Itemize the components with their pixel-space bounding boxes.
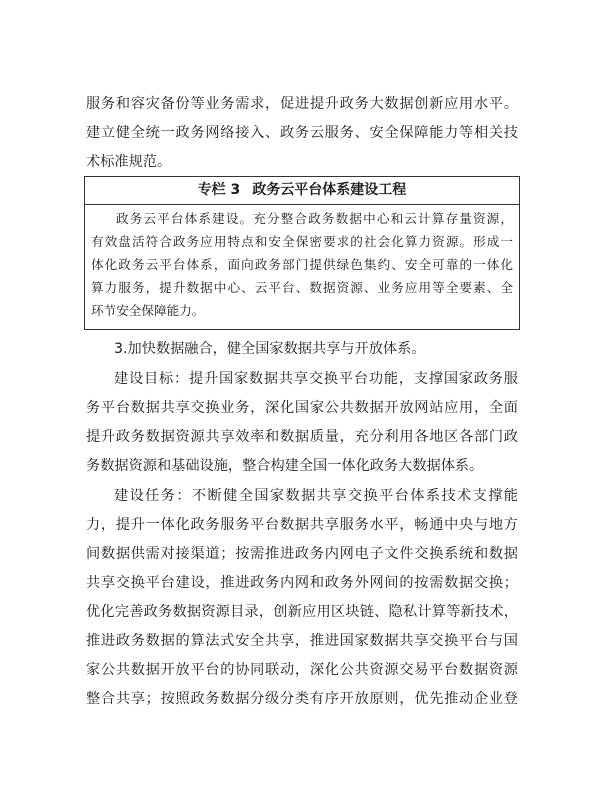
feature-box-label: 专栏 3 [197, 182, 241, 198]
paragraph-line: 建设目标：提升国家数据共享交换平台功能，支撑国家政务服 [114, 371, 518, 387]
feature-box-title [85, 177, 519, 205]
paragraph-line: 优化完善政务数据资源目录，创新应用区块链、隐私计算等新技术， [86, 604, 518, 620]
section-heading: 3.加快数据融合，健全国家数据共享与开放体系。 [114, 341, 426, 357]
box-text-line: 环节安全保障能力。 [91, 303, 205, 318]
paragraph-line: 服务和容灾备份等业务需求，促进提升政务大数据创新应用水平。 [86, 96, 518, 112]
box-text-line: 有效盘活符合政务应用特点和安全保密要求的社会化算力资源。形成一 [91, 234, 513, 249]
paragraph-line: 家公共数据开放平台的协同联动，深化公共资源交易平台数据资源 [86, 662, 518, 678]
feature-box-heading: 政务云平台体系建设工程 [252, 182, 407, 198]
paragraph-line: 务平台数据共享交换业务，深化国家公共数据开放网站应用，全面 [86, 400, 518, 416]
box-text-line: 体化政务云平台体系，面向政务部门提供绿色集约、安全可靠的一体化 [91, 257, 513, 272]
box-text-line: 政务云平台体系建设。充分整合政务数据中心和云计算存量资源， [116, 211, 513, 226]
paragraph-line: 建设任务：不断健全国家数据共享交换平台体系技术支撑能 [114, 488, 518, 504]
paragraph-line: 提升政务数据资源共享效率和数据质量，充分利用各地区各部门政 [86, 429, 518, 445]
paragraph-line: 务数据资源和基础设施，整合构建全国一体化政务大数据体系。 [86, 458, 484, 474]
paragraph-line: 间数据供需对接渠道；按需推进政务内网电子文件交换系统和数据 [86, 546, 518, 562]
paragraph-line: 整合共享；按照政务数据分级分类有序开放原则，优先推动企业登 [86, 691, 518, 707]
paragraph-line: 术标准规范。 [86, 154, 172, 170]
paragraph-line: 共享交换平台建设，推进政务内网和政务外网间的按需数据交换； [86, 575, 518, 591]
paragraph-line: 推进政务数据的算法式安全共享，推进国家数据共享交换平台与国 [86, 633, 518, 649]
box-text-line: 算力服务，提升数据中心、云平台、数据资源、业务应用等全要素、全 [91, 280, 513, 295]
paragraph-line: 力，提升一体化政务服务平台数据共享服务水平，畅通中央与地方 [86, 517, 518, 533]
paragraph-line: 建立健全统一政务网络接入、政务云服务、安全保障能力等相关技 [86, 125, 518, 141]
feature-box [84, 176, 520, 330]
